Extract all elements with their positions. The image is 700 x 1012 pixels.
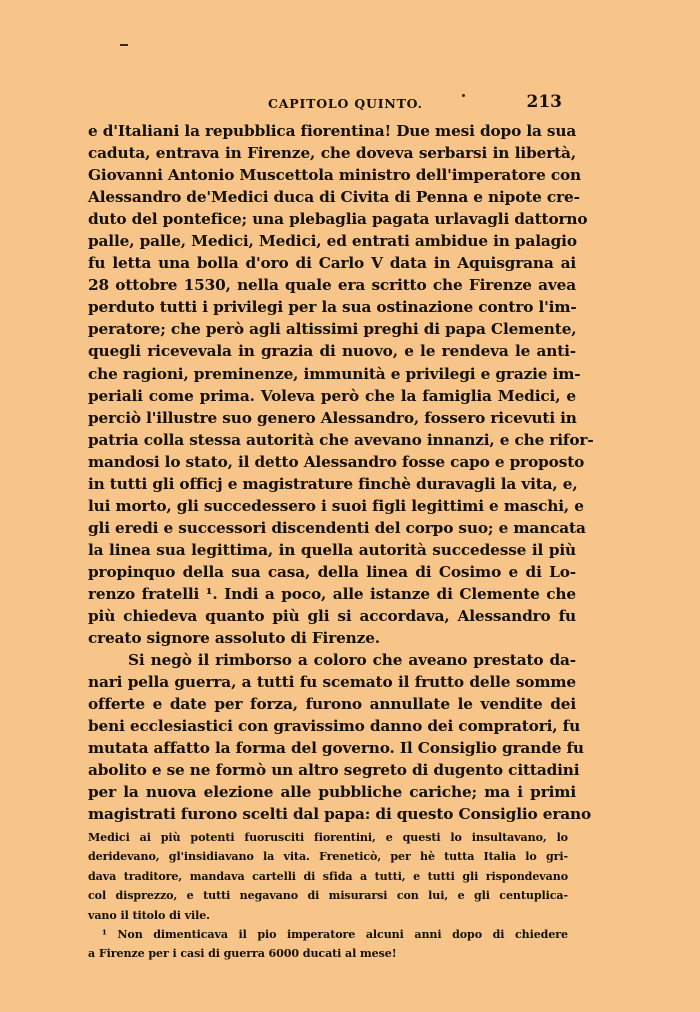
text-line: fu letta una bolla d'oro di Carlo V data in Aquisgrana ai: [88, 254, 576, 273]
running-title: CAPITOLO QUINTO.: [268, 96, 423, 111]
footnote-line: Medici ai più potenti fuorusciti fiorentini, e questi lo insultavano, lo: [88, 831, 568, 844]
text-line: nari pella guerra, a tutti fu scemato il frutto delle somme: [88, 673, 576, 692]
text-line: beni ecclesiastici con gravissimo danno dei compratori, fu: [88, 717, 581, 736]
text-line: creato signore assoluto di Firenze.: [88, 629, 380, 648]
text-line: mutata affatto la forma del governo. Il Consiglio grande fu: [88, 739, 584, 758]
footnote-line: col disprezzo, e tutti negavano di misurarsi con lui, e gli centuplica-: [88, 889, 568, 903]
text-line: per la nuova elezione alle pubbliche cariche; ma i primi: [88, 783, 576, 802]
text-line: che ragioni, preminenze, immunità e privilegi e grazie im-: [88, 364, 581, 383]
text-line: 28 ottobre 1530, nella quale era scritto che Firenze avea: [88, 276, 576, 295]
text-line: caduta, entrava in Firenze, che doveva serbarsi in libertà,: [88, 144, 576, 163]
text-line: quegli ricevevala in grazia di nuovo, e le rendeva le anti-: [88, 342, 576, 361]
text-line: Giovanni Antonio Muscettola ministro dell'imperatore con: [88, 166, 582, 185]
main-text: [88, 120, 594, 826]
page-header: [88, 92, 562, 116]
text-line: patria colla stessa autorità che avevano innanzi, e che rifor-: [88, 430, 594, 449]
footnotes: [88, 828, 568, 964]
text-line: perduto tutti i privilegi per la sua ostinazione contro l'im-: [88, 298, 577, 317]
text-line: peratore; che però agli altissimi preghi di papa Clemente,: [88, 320, 577, 339]
text-line: perciò l'illustre suo genero Alessandro, fossero ricevuti in: [88, 408, 577, 427]
text-line: gli eredi e successori discendenti del corpo suo; e mancata: [88, 518, 586, 537]
text-line: la linea sua legittima, in quella autorità succedesse il più: [88, 540, 576, 559]
text-line: magistrati furono scelti dal papa: di questo Consiglio erano: [88, 805, 592, 824]
footnote-line: ¹ Non dimenticava il pio imperatore alcuni anni dopo di chiedere: [102, 927, 568, 941]
text-line: e d'Italiani la repubblica fiorentina! Due mesi dopo la sua: [88, 122, 577, 140]
text-line: duto del pontefice; una plebaglia pagata urlavagli dattorno: [88, 210, 588, 229]
text-line: renzo fratelli ¹. Indi a poco, alle istanze di Clemente che: [88, 584, 576, 603]
text-line: propinquo della sua casa, della linea di Cosimo e di Lo-: [88, 562, 576, 581]
text-line: palle, palle, Medici, Medici, ed entrati ambidue in palagio: [88, 232, 577, 251]
text-line: Si negò il rimborso a coloro che aveano prestato da-: [128, 651, 576, 670]
footnote-line: deridevano, gl'insidiavano la vita. Freneticò, per hè tutta Italia lo gri-: [88, 850, 568, 864]
footnote-line: vano il titolo di vile.: [88, 908, 210, 922]
footnote-line: a Firenze per i casi di guerra 6000 ducati al mese!: [88, 947, 397, 961]
margin-mark: [120, 44, 128, 46]
text-line: lui morto, gli succedessero i suoi figli legittimi e maschi, e: [88, 496, 584, 515]
text-line: offerte e date per forza, furono annullate le vendite dei: [88, 695, 576, 714]
text-line: in tutti gli officj e magistrature finchè duravagli la vita, e,: [88, 474, 578, 493]
text-line: periali come prima. Voleva però che la famiglia Medici, e: [88, 386, 576, 405]
page-number: 213: [526, 92, 562, 112]
text-line: Alessandro de'Medici duca di Civita di Penna e nipote cre-: [88, 188, 580, 207]
text-line: più chiedeva quanto più gli si accordava, Alessandro fu: [88, 607, 576, 626]
text-line: abolito e se ne formò un altro segreto di dugento cittadini: [88, 761, 580, 780]
footnote-line: dava traditore, mandava cartelli di sfida a tutti, e tutti gli rispondevano: [88, 869, 568, 883]
text-line: mandosi lo stato, il detto Alessandro fosse capo e proposto: [88, 452, 585, 471]
